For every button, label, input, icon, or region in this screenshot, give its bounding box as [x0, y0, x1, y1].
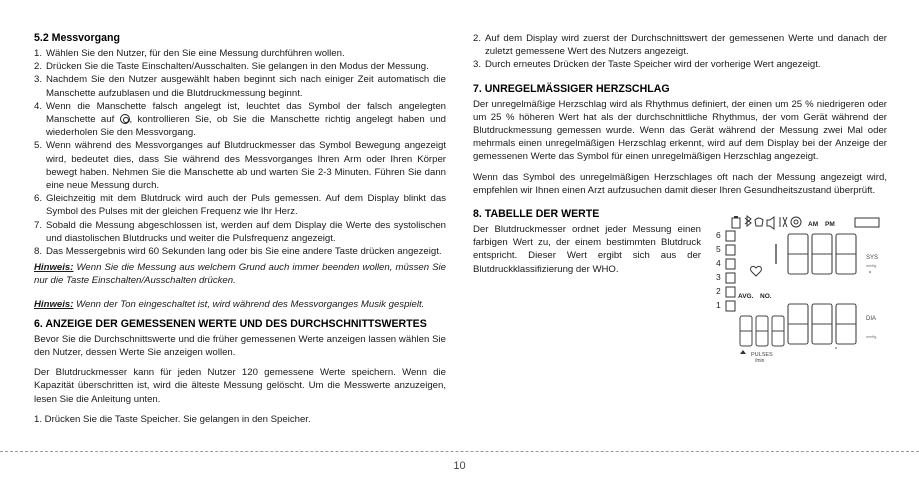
- list-item: 2. Drücken Sie die Taste Einschalten/Ausschalten. Sie gelangen in den Modus der Messung.: [34, 61, 429, 73]
- volume-icon: [767, 217, 774, 229]
- list-item: 1. Wählen Sie den Nutzer, für den Sie eine Messung durchführen wollen.: [34, 48, 345, 59]
- measurement-steps-list: [34, 47, 446, 258]
- heart-icon: [751, 266, 762, 276]
- section-6-paragraph: Bevor Sie die Durchschnittswerte und die früher gemessenen Werte anzeigen lassen wählen Sie den Nutzer, dessen Werte Sie anzeigen wollen.: [34, 333, 446, 359]
- mmhg-unit: mmHg: [866, 335, 877, 339]
- battery-icon: [732, 216, 740, 228]
- lcd-display-illustration: [700, 212, 890, 372]
- section-6-title: 6. ANZEIGE DER GEMESSENEN WERTE UND DES DURCHSCHNITTSWERTES: [34, 317, 427, 330]
- level-label: 2: [716, 286, 721, 296]
- list-item: 3. Durch erneutes Drücken der Taste Speicher wird der vorherige Wert angezeigt.: [473, 59, 821, 71]
- list-item: 2. Auf dem Display wird zuerst der Durchschnittswert der gemessenen Werte und danach der zuletzt gemessene Wert des Nutzers angezeigt.: [473, 33, 887, 58]
- cuff-error-icon: [120, 114, 130, 124]
- avg-label: AVG.: [738, 293, 754, 300]
- bluetooth-icon: [745, 216, 751, 226]
- list-item: 8. Das Messergebnis wird 60 Sekunden lang oder bis Sie eine andere Taste drücken angezeigt.: [34, 246, 442, 258]
- section-5-2-title: 5.2 Messvorgang: [34, 32, 120, 44]
- section-6-paragraph: Der Blutdruckmesser kann für jeden Nutzer 120 gemessene Werte speichern. Wenn die Kapazität überschritten ist, wird die älteste Messung gelöscht. Um die Messwerte anzuzeigen, lesen Sie die Anleitung unten.: [34, 367, 446, 405]
- battery-frame: [855, 218, 879, 227]
- list-item: 3. Nachdem Sie den Nutzer ausgewählt haben beginnt sich nach einiger Zeit automatisch die Manschette aufzublasen und die Blutdruckmessung beginnt.: [34, 74, 446, 99]
- am-label: AM: [808, 221, 819, 228]
- section-7-paragraph: Wenn das Symbol des unregelmäßigen Herzschlages oft nach der Messung angezeigt wird, empfehlen wir Ihnen einen Arzt aufzusuchen damit dieser Ihren Gesundheitszustand überprüft.: [473, 171, 887, 196]
- level-label: 6: [716, 230, 721, 240]
- dia-label: DIA: [866, 316, 877, 322]
- list-item: 4. Wenn die Manschette falsch angelegt ist, leuchtet das Symbol der falsch angelegten Manschette auf , kontrollieren Sie, ob Sie die Manschette richtig angelegt haben und wiederholen Sie den Messvorgang.: [34, 100, 446, 139]
- section-7-paragraph: Der unregelmäßige Herzschlag wird als Rhythmus definiert, der einen um 25 % niedrigeren oder um 25 % höheren Wert hat als der durchschnittliche Rhythmus, der vom Gerät während der Blutdruckmessung gemessen wurde. Wenn das Gerät während der Messung zwei Mal oder mehrmals einen unregelmäßigen Herzschlag erkennt, wird auf dem Display bei der Anzeige der gemessenen Werte das Symbol für einen unregelmäßigen Herzschlag angezeigt.: [473, 98, 887, 163]
- level-label: 3: [716, 272, 721, 282]
- sys-label: SYS: [866, 255, 879, 261]
- warning-icon: [791, 217, 801, 227]
- cuff-icon: [755, 218, 763, 226]
- section-6-paragraph: 1. Drücken Sie die Taste Speicher. Sie gelangen in den Speicher.: [34, 413, 311, 425]
- memory-digits: [740, 316, 784, 346]
- level-label: 5: [716, 244, 721, 254]
- sys-digits: [788, 234, 856, 274]
- pm-label: PM: [825, 221, 835, 228]
- section-8-paragraph: Der Blutdruckmesser ordnet jeder Messung einen farbigen Wert zu, der einem bestimmten Blutdruck entspricht. Dieser Wert ergibt sich aus der Blutdruckklassifizierung der WHO.: [473, 224, 701, 275]
- dia-digits: [788, 304, 856, 344]
- sys-dot: [869, 271, 871, 273]
- level-label: 4: [716, 258, 721, 268]
- section-8-title: 8. TABELLE DER WERTE: [473, 208, 600, 221]
- mmhg-unit: mmHg: [866, 264, 877, 268]
- list-item: 5. Wenn während des Messvorganges auf Blutdruckmesser das Symbol Bewegung angezeigt wird, bedeutet dies, dass Sie während des Messvorganges Ihren Arm oder Ihren Körper bewegt haben. Nehmen Sie die Manschette ab und warten Sie 2-3 Minuten. Führen Sie dann eine neue Messung durch.: [34, 140, 446, 192]
- note-music: Hinweis: Wenn der Ton eingeschaltet ist, wird während des Messvorganges Musik gespielt.: [34, 298, 425, 310]
- section-7-title: 7. UNREGELMÄSSIGER HERZSCHLAG: [473, 82, 670, 95]
- memory-steps-list: [473, 32, 887, 72]
- mute-icon: [780, 217, 787, 227]
- page-number: 10: [453, 460, 466, 472]
- pulses-label: PULSES: [751, 352, 773, 358]
- list-item: 7. Sobald die Messung abgeschlossen ist, werden auf dem Display die Werte des systolischen und diastolischen Blutdrucks und weiter die Pulsfrequenz angezeigt.: [34, 219, 446, 244]
- per-min-label: /min: [755, 358, 765, 364]
- list-item: 6. Gleichzeitig mit dem Blutdruck wird auch der Puls gemessen. Auf dem Display blinkt das Symbol des Pulses mit der gleichen Frequenz wie Ihr Herz.: [34, 193, 446, 218]
- footer-divider: [0, 451, 919, 452]
- level-label: 1: [716, 300, 721, 310]
- pulse-arrow-icon: [740, 350, 746, 354]
- note-stop-measurement: Hinweis: Wenn Sie die Messung aus welchem Grund auch immer beenden wollen, müssen Sie nur die Taste Einschalten/Ausschalten drücken.: [34, 262, 446, 287]
- level-bar-boxes: [726, 231, 735, 311]
- dia-dot: [835, 347, 837, 349]
- left-column: [34, 32, 446, 426]
- no-label: NO.: [760, 293, 772, 300]
